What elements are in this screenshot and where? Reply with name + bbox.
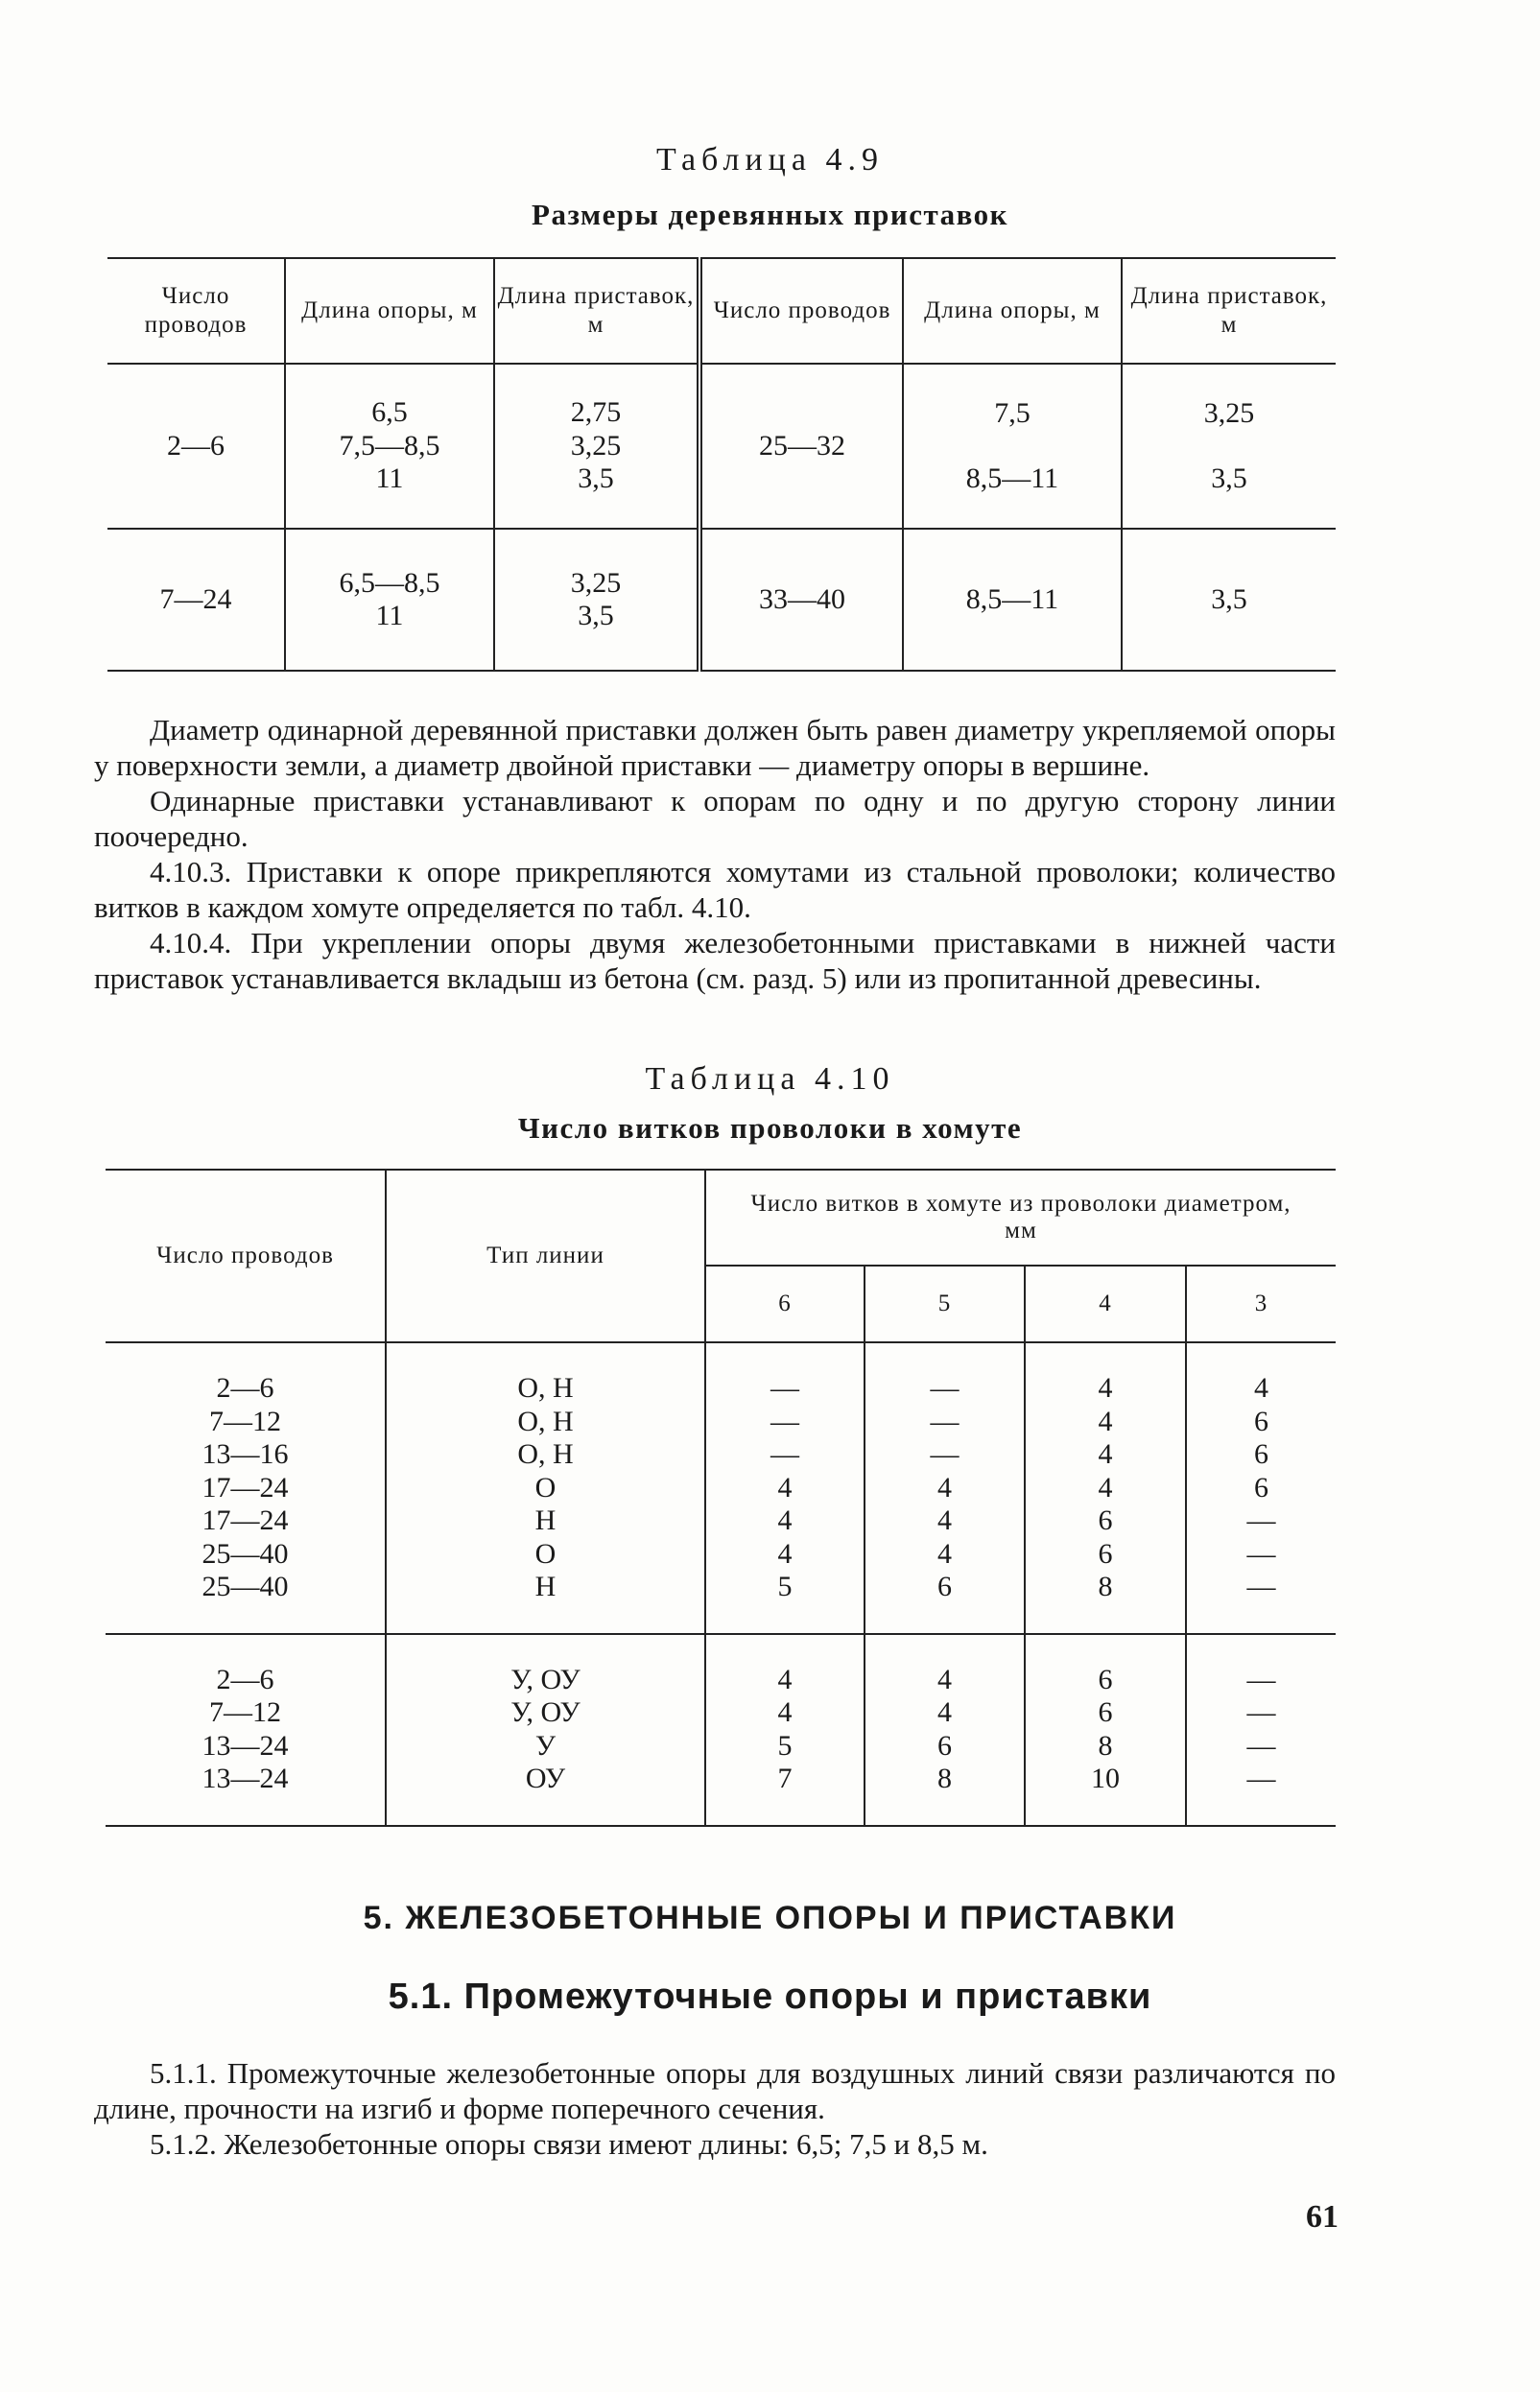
header-pole-length-b: Длина опоры, м	[903, 258, 1122, 364]
header-wires-b: Число проводов	[699, 258, 903, 364]
cell-value: У, ОУ	[510, 1663, 580, 1695]
cell-d5	[865, 1634, 1025, 1826]
table-row	[107, 529, 1336, 671]
page-number: 61	[1306, 2199, 1339, 2235]
cell-value: О, Н	[517, 1372, 574, 1404]
cell-value: 6	[1254, 1405, 1268, 1437]
cell-value: 13—24	[201, 1729, 289, 1762]
paragraph: 5.1.2. Железобетонные опоры связи имеют длины: 6,5; 7,5 и 8,5 м.	[150, 2127, 988, 2161]
value: 6,5—8,5	[339, 566, 440, 599]
cell-value: 6	[937, 1571, 952, 1602]
table-row-group	[106, 1634, 1336, 1826]
cell-value: 4	[1098, 1372, 1113, 1404]
cell-value: 25—40	[201, 1571, 289, 1602]
cell-extension-length	[1122, 364, 1336, 529]
table-4-9-title: Размеры деревянных приставок	[532, 198, 1008, 231]
value: 3,5	[578, 462, 614, 495]
cell-value: 4	[937, 1696, 952, 1728]
paragraph: 4.10.3. Приставки к опоре прикрепляются хомутами из стальной проволоки; количество витков в каждом хомуте определяется по табл. 4.10.	[94, 855, 1336, 924]
cell-value: 6	[1254, 1438, 1268, 1470]
cell-value: О, Н	[517, 1405, 574, 1437]
cell-value: —	[930, 1438, 960, 1470]
table-4-10-caption: Таблица 4.10	[645, 1061, 895, 1097]
cell-value: 4	[777, 1504, 793, 1536]
cell-value: 7—12	[209, 1696, 281, 1728]
cell-value: 4	[937, 1663, 952, 1695]
cell-wires: 33—40	[699, 529, 903, 671]
cell-value: —	[1246, 1763, 1276, 1794]
cell-value: 7—12	[209, 1405, 281, 1437]
section-body-text	[94, 2055, 1336, 2162]
cell-value: —	[770, 1372, 799, 1404]
spacer	[904, 430, 1121, 462]
cell-pole-length	[285, 529, 494, 671]
cell-wires: 2—6	[167, 430, 225, 462]
cell-value: Н	[534, 1504, 557, 1536]
cell-value: 4	[777, 1471, 793, 1504]
cell-pole-length: 8,5—11	[903, 529, 1122, 671]
cell-value: 13—16	[201, 1438, 289, 1470]
cell-value: 6	[1098, 1663, 1113, 1695]
cell-value: —	[1246, 1504, 1276, 1536]
table-row	[107, 364, 1336, 529]
cell-value: —	[1246, 1663, 1276, 1695]
cell-value: 17—24	[201, 1504, 289, 1536]
cell-d6	[705, 1342, 865, 1634]
cell-d4	[1025, 1634, 1186, 1826]
cell-value: 4	[777, 1696, 793, 1728]
header-diameter-4: 4	[1025, 1266, 1186, 1342]
cell-value: 2—6	[216, 1663, 274, 1695]
paragraph: Одинарные приставки устанавливают к опорам по одну и по другую сторону линии поочередно.	[94, 784, 1336, 853]
value: 11	[375, 600, 404, 631]
header-extension-length-b: Длина приставок, м	[1122, 258, 1336, 364]
cell-value: —	[1246, 1571, 1276, 1602]
cell-value: 7	[777, 1763, 793, 1794]
header-wires-a: Число проводов	[144, 283, 248, 338]
value: 7,5—8,5	[339, 429, 440, 462]
table-4-9	[107, 257, 1336, 672]
cell-value: 6	[1098, 1504, 1113, 1536]
cell-d6	[705, 1634, 865, 1826]
header-line-type: Тип линии	[386, 1170, 705, 1342]
value: 11	[375, 462, 404, 495]
header-diameter-6: 6	[705, 1266, 865, 1342]
cell-extension-length	[494, 529, 699, 671]
cell-value: Н	[534, 1571, 557, 1602]
cell-value: У, ОУ	[510, 1696, 580, 1728]
value: 2,75	[570, 396, 622, 429]
header-diameter-3: 3	[1186, 1266, 1336, 1342]
value: 3,5	[578, 600, 614, 631]
table-4-10	[106, 1169, 1336, 1827]
value: 7,5	[994, 396, 1031, 429]
cell-value: —	[770, 1438, 799, 1470]
spacer	[1123, 430, 1336, 462]
cell-value: 2—6	[216, 1372, 274, 1404]
cell-value: 4	[1254, 1372, 1268, 1404]
cell-extension-length: 3,5	[1122, 529, 1336, 671]
body-text	[94, 712, 1336, 996]
cell-value: —	[930, 1372, 960, 1404]
cell-value: 6	[1254, 1471, 1268, 1504]
cell-value: 4	[1098, 1438, 1113, 1470]
cell-d3	[1186, 1634, 1336, 1826]
cell-value: О	[534, 1471, 557, 1504]
header-extension-length-a: Длина приставок, м	[494, 258, 699, 364]
cell-value: 6	[1098, 1696, 1113, 1728]
cell-value: 4	[937, 1471, 952, 1504]
header-turns-group: Число витков в хомуте из проволоки диаметром, мм	[705, 1170, 1336, 1266]
table-4-9-caption: Таблица 4.9	[656, 142, 884, 178]
cell-value: 5	[777, 1571, 793, 1602]
paragraph: 4.10.4. При укреплении опоры двумя железобетонными приставками в нижней части приставок устанавливается вкладыш из бетона (см. разд. 5) или из пропитанной древесины.	[94, 926, 1336, 995]
table-4-10-title: Число витков проволоки в хомуте	[517, 1111, 1023, 1145]
cell-value: 4	[777, 1663, 793, 1695]
cell-d3	[1186, 1342, 1336, 1634]
cell-value: 4	[1098, 1471, 1113, 1504]
cell-wires	[106, 1634, 386, 1826]
cell-value: 4	[777, 1537, 793, 1570]
header-wires: Число проводов	[106, 1170, 386, 1342]
cell-value: 17—24	[201, 1471, 289, 1504]
table-row-group	[106, 1342, 1336, 1634]
cell-value: 5	[777, 1729, 793, 1762]
paragraph: 5.1.1. Промежуточные железобетонные опоры для воздушных линий связи различаются по длине, прочности на изгиб и форме поперечного сечения.	[94, 2056, 1336, 2125]
cell-value: 8	[937, 1763, 952, 1794]
cell-line-type	[386, 1634, 705, 1826]
cell-pole-length	[285, 364, 494, 529]
value: 3,25	[1203, 396, 1255, 429]
cell-value: О, Н	[517, 1438, 574, 1470]
cell-wires: 25—32	[699, 364, 903, 529]
cell-value: —	[1246, 1729, 1276, 1762]
cell-value: 8	[1098, 1729, 1113, 1762]
cell-value: 13—24	[201, 1763, 289, 1794]
value: 3,5	[1211, 462, 1247, 494]
value: 8,5—11	[965, 462, 1059, 494]
cell-value: 8	[1098, 1571, 1113, 1602]
cell-value: 25—40	[201, 1537, 289, 1570]
section-heading: 5. ЖЕЛЕЗОБЕТОННЫЕ ОПОРЫ И ПРИСТАВКИ	[363, 1900, 1177, 1936]
cell-value: 6	[937, 1729, 952, 1762]
cell-line-type	[386, 1342, 705, 1634]
cell-value: У	[534, 1729, 557, 1762]
cell-value: —	[1246, 1537, 1276, 1570]
cell-value: 4	[937, 1537, 952, 1570]
cell-d5	[865, 1342, 1025, 1634]
cell-value: —	[1246, 1696, 1276, 1728]
header-diameter-5: 5	[865, 1266, 1025, 1342]
subsection-heading: 5.1. Промежуточные опоры и приставки	[388, 1977, 1152, 2017]
cell-value: 10	[1091, 1763, 1120, 1794]
cell-d4	[1025, 1342, 1186, 1634]
cell-value: О	[534, 1537, 557, 1570]
cell-value: ОУ	[525, 1763, 566, 1794]
cell-value: —	[770, 1405, 799, 1437]
value: 3,25	[570, 429, 622, 462]
value: 6,5	[371, 396, 408, 429]
value: 3,25	[570, 566, 622, 599]
cell-wires: 7—24	[159, 583, 232, 615]
cell-extension-length	[494, 364, 699, 529]
paragraph: Диаметр одинарной деревянной приставки должен быть равен диаметру укрепляемой опоры у поверхности земли, а диаметр двойной приставки — диаметру опоры в вершине.	[94, 713, 1336, 782]
cell-value: —	[930, 1405, 960, 1437]
cell-pole-length	[903, 364, 1122, 529]
cell-wires	[106, 1342, 386, 1634]
cell-value: 6	[1098, 1537, 1113, 1570]
cell-value: 4	[937, 1504, 952, 1536]
cell-value: 4	[1098, 1405, 1113, 1437]
header-pole-length-a: Длина опоры, м	[285, 258, 494, 364]
